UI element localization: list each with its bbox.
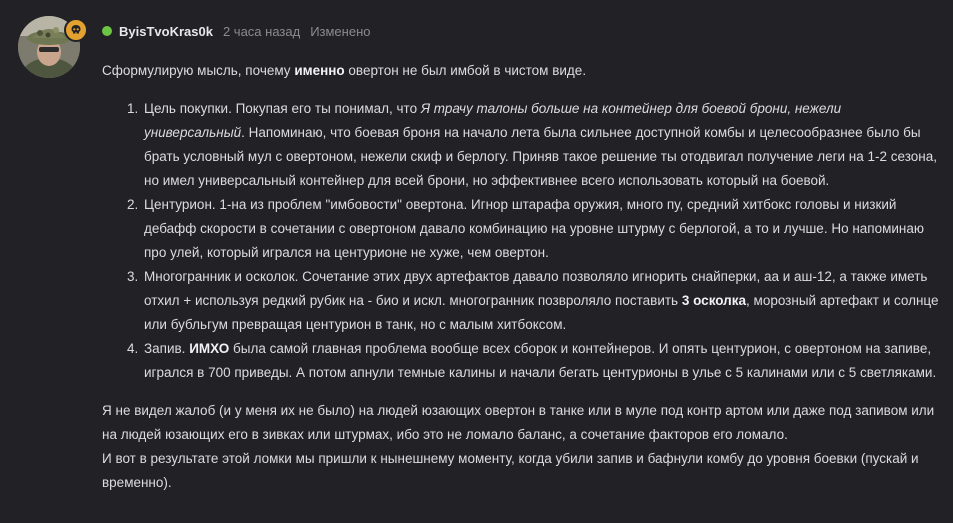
online-status-icon xyxy=(102,26,112,36)
italic-quote: Я трачу талоны больше на контейнер для боевой брони, нежели универсальный xyxy=(144,101,842,140)
list-item: 4. Запив. ИМХО была самой главная проблема вообще всех сборок и контейнеров. И опять центурион, с овертоном на запиве, игрался в 700 приведы. А потом апнули темные калины и начали бегать центурионы в улье с 5 калинами или с 5 светляками. xyxy=(142,337,942,385)
post-header xyxy=(102,22,380,40)
intro-text-end: овертон не был имбой в чистом виде. xyxy=(344,63,587,78)
role-badge xyxy=(64,18,88,42)
list-item: 1. Цель покупки. Покупая его ты понимал, что Я трачу талоны больше на контейнер для боевой брони, нежели универсальный. Напоминаю, что боевая броня на начало лета была сильнее доступной комбы и целесообразнее было бы брать условный мул с овертоном, нежели скиф и берлогу. Приняв такое решение ты отодвигал получение леги на 1-2 сезона, но имел универсальный контейнер для всей брони, но эффективнее всего использовать который на боевой. xyxy=(142,97,942,193)
intro-text: Сформулирую мысль, почему xyxy=(102,63,295,78)
closing-paragraph: Я не видел жалоб (и у меня их не было) на людей юзающих овертон в танке или в муле под контр артом или даже под запивом или на людей юзающих его в зивках или штурмах, ибо это не ломало баланс, а сочетание факторов его ломало. И вот в результате этой ломки мы пришли к нынешнему моменту, когда убили запив и бафнули комбу до уровня боевки (пускай и временно). xyxy=(102,403,935,490)
author-name[interactable]: ByisTvoKras0k xyxy=(119,23,213,39)
list-item: 3. Многогранник и осколок. Сочетание этих двух артефактов давало позволяло игнорить снайперки, аа и аш-12, а также иметь отхил + используя редкий рубик на - био и искл. многогранник позвроляло поставить 3 осколка, морозный артефакт и солнце или бубльгум превращая центурион в танк, но с малым хитбоксом. xyxy=(142,265,942,337)
avatar-container[interactable] xyxy=(18,16,80,78)
edited-label: Изменено xyxy=(310,23,371,39)
intro-paragraph xyxy=(102,59,942,83)
intro-bold: именно xyxy=(294,63,345,78)
post-body xyxy=(102,59,942,495)
post-time[interactable]: 2 часа назад xyxy=(222,23,301,39)
list-item: 2. Центурион. 1-на из проблем "имбовости" овертона. Игнор штарафа оружия, много пу, средний хитбокс головы и низкий дебафф скорости в сочетании с овертоном давало комбинацию на уровне штурму с берлогой, а то и лучше. Но напоминаю про улей, который игрался на центурионе не хуже, чем овертон. xyxy=(142,193,942,265)
skull-icon xyxy=(70,24,82,36)
numbered-list xyxy=(102,97,942,385)
